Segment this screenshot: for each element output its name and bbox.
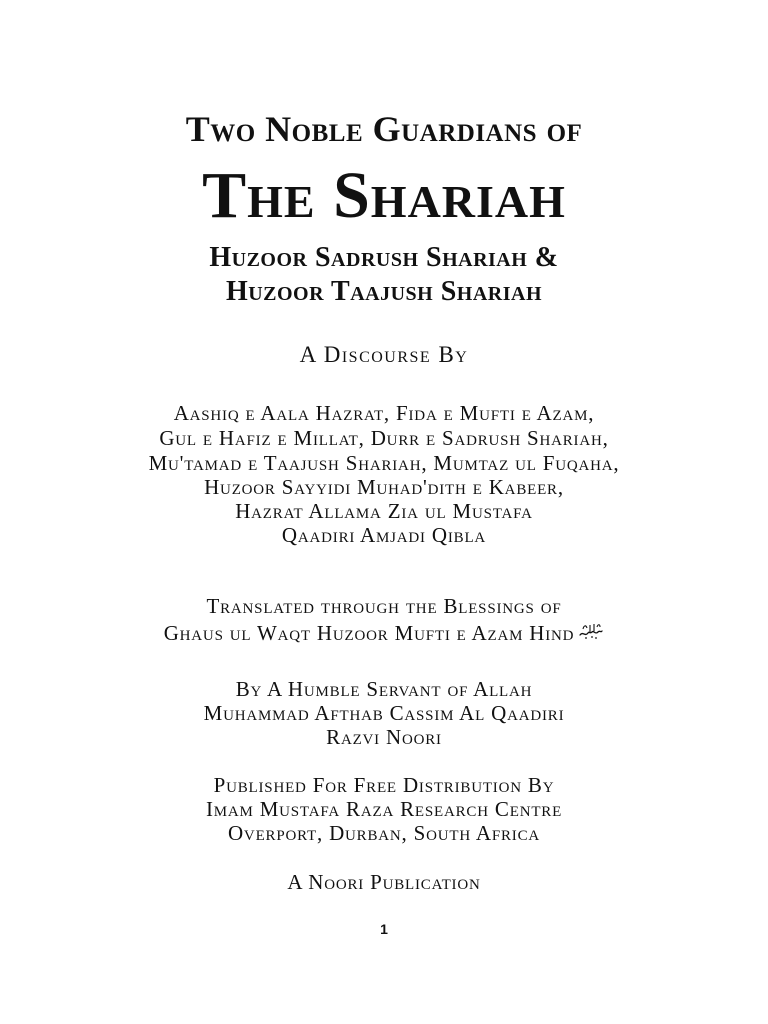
servant-line: Razvi Noori bbox=[326, 725, 442, 749]
subtitle-line-1: Huzoor Sadrush Shariah & bbox=[209, 242, 559, 273]
published-line: Imam Mustafa Raza Research Centre bbox=[205, 797, 563, 821]
author-line: Mu'tamad e Taajush Shariah, Mumtaz ul Fuqaha, bbox=[148, 451, 620, 475]
author-line: Huzoor Sayyidi Muhad'dith e Kabeer, bbox=[204, 475, 564, 499]
discourse-by-label: A Discourse By bbox=[299, 342, 469, 367]
title-line-1: Two Noble Guardians of bbox=[185, 109, 583, 149]
translated-line: Translated through the Blessings of bbox=[206, 594, 562, 618]
title-line-2: The Shariah bbox=[202, 159, 566, 232]
translated-line-with-honorific bbox=[0, 623, 768, 645]
servant-line: Muhammad Afthab Cassim Al Qaadiri bbox=[203, 701, 565, 725]
arabic-honorific-calligraphy-icon bbox=[578, 621, 604, 645]
servant-line: By A Humble Servant of Allah bbox=[235, 677, 533, 701]
translated-line-text: Ghaus ul Waqt Huzoor Mufti e Azam Hind bbox=[163, 621, 575, 645]
author-line: Hazrat Allama Zia ul Mustafa bbox=[235, 499, 533, 523]
author-line: Qaadiri Amjadi Qibla bbox=[281, 523, 487, 547]
author-line: Gul e Hafiz e Millat, Durr e Sadrush Shariah, bbox=[159, 426, 609, 450]
published-line: Published For Free Distribution By bbox=[213, 773, 555, 797]
published-line: Overport, Durban, South Africa bbox=[227, 821, 541, 845]
publication-label: A Noori Publication bbox=[287, 870, 481, 894]
page-number: 1 bbox=[380, 921, 388, 937]
author-line: Aashiq e Aala Hazrat, Fida e Mufti e Azam, bbox=[173, 401, 595, 425]
subtitle-line-2: Huzoor Taajush Shariah bbox=[225, 276, 543, 307]
